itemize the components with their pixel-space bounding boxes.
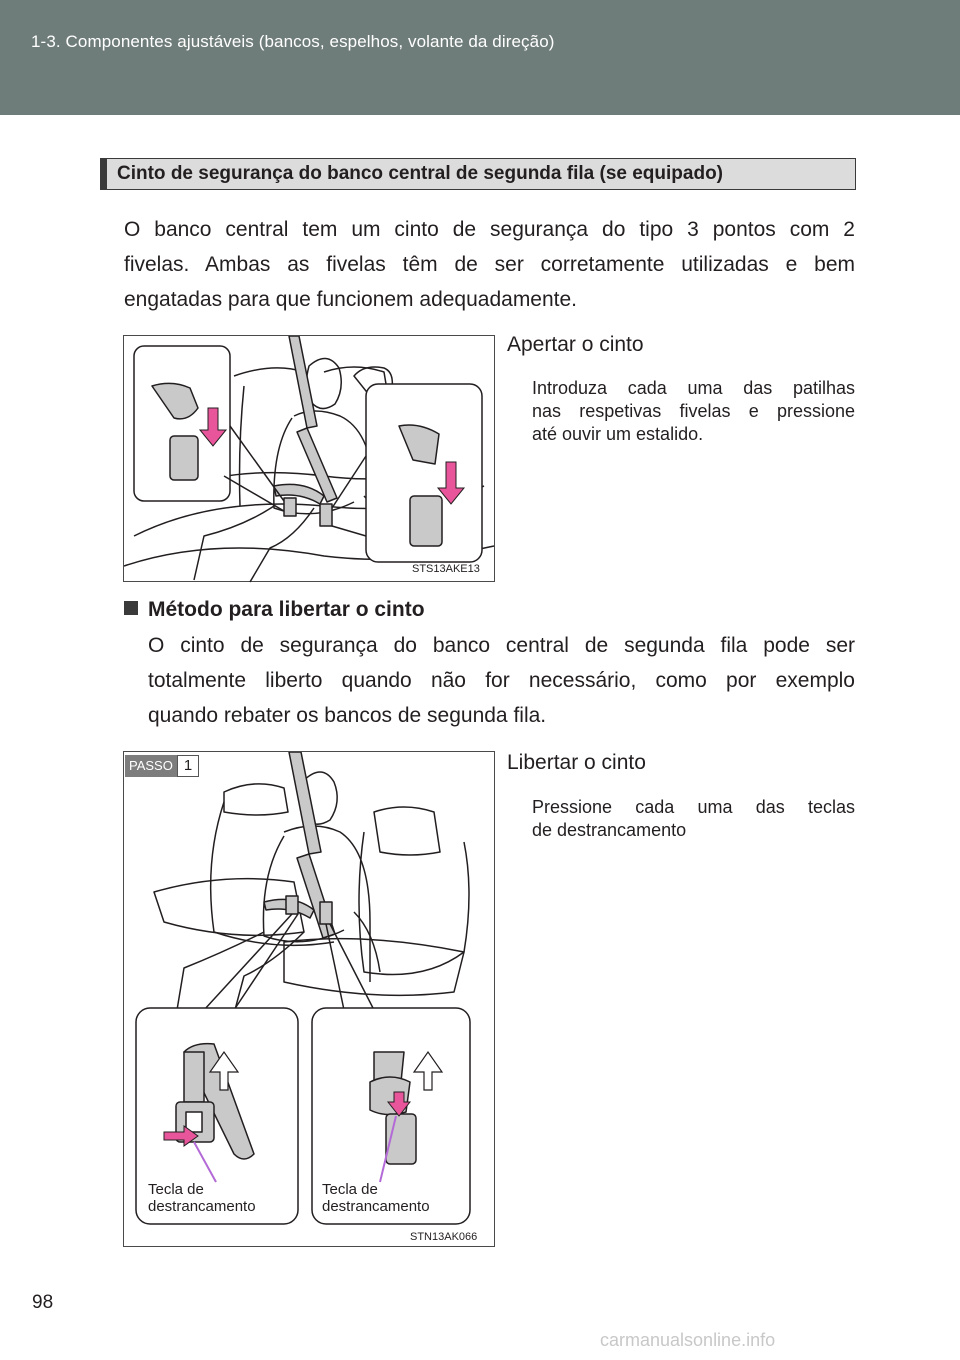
release-heading: Método para libertar o cinto <box>148 598 425 621</box>
callout-line: Tecla de <box>148 1181 204 1198</box>
release-belt-illustration <box>124 752 496 1248</box>
section-title-box <box>100 158 856 190</box>
page-header <box>0 0 960 115</box>
intro-line: fivelas. Ambas as fivelas têm de ser corretamente utilizadas e bem <box>124 253 855 276</box>
square-bullet-icon <box>124 601 138 615</box>
page-number: 98 <box>32 1292 54 1313</box>
note-line: de destrancamento <box>532 820 687 840</box>
unlock-key-label-right <box>322 1181 430 1215</box>
unlock-key-label-left <box>148 1181 256 1215</box>
release-subheading: Libertar o cinto <box>507 751 646 774</box>
release-note <box>532 796 855 842</box>
step-badge <box>125 755 199 777</box>
release-heading-row <box>124 598 425 622</box>
note-line: nas respetivas fivelas e pressione <box>532 401 855 421</box>
callout-line: destrancamento <box>148 1198 256 1215</box>
note-line: Introduza cada uma das patilhas <box>532 378 855 398</box>
chapter-title: 1-3. Componentes ajustáveis (bancos, espelhos, volante da direção) <box>31 32 555 51</box>
figure-code: STS13AKE13 <box>412 563 480 575</box>
fasten-note <box>532 377 855 446</box>
callout-line: Tecla de <box>322 1181 378 1198</box>
callout-line: destrancamento <box>322 1198 430 1215</box>
step-label: PASSO <box>125 755 177 777</box>
intro-paragraph <box>124 212 855 317</box>
fasten-belt-figure <box>123 335 495 582</box>
intro-line: engatadas para que funcionem adequadamente. <box>124 288 578 311</box>
section-title: Cinto de segurança do banco central de segunda fila (se equipado) <box>117 163 723 184</box>
fasten-belt-illustration <box>124 336 496 583</box>
fasten-heading: Apertar o cinto <box>507 333 644 356</box>
note-line: Pressione cada uma das teclas <box>532 797 855 817</box>
release-line: O cinto de segurança do banco central de segunda fila pode ser <box>148 634 855 657</box>
release-paragraph <box>148 628 855 733</box>
release-line: quando rebater os bancos de segunda fila. <box>148 704 547 727</box>
watermark: carmanualsonline.info <box>600 1330 776 1350</box>
intro-line: O banco central tem um cinto de segurança do tipo 3 pontos com 2 <box>124 218 855 241</box>
release-line: totalmente liberto quando não for necessário, como por exemplo <box>148 669 855 692</box>
release-belt-figure <box>123 751 495 1247</box>
step-number: 1 <box>177 755 199 777</box>
note-line: até ouvir um estalido. <box>532 424 704 444</box>
figure-code: STN13AK066 <box>410 1231 478 1243</box>
